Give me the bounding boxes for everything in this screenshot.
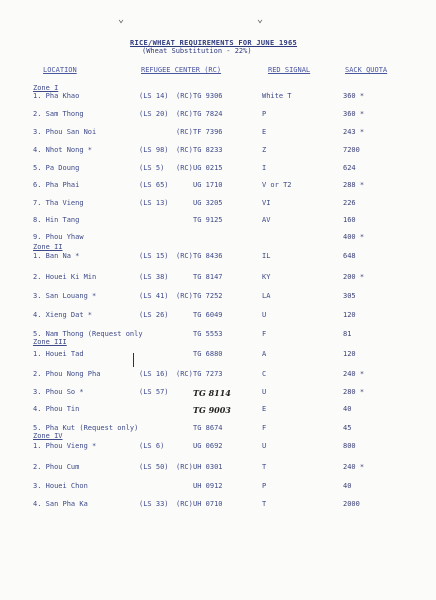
table-row — [0, 199, 436, 209]
cell-tg: TG 9003 — [193, 405, 231, 415]
cell-loc: 1. Ban Na * — [33, 252, 80, 260]
table-row — [0, 482, 436, 492]
table-row — [0, 370, 436, 380]
table-row — [0, 181, 436, 191]
cell-sig: F — [262, 424, 267, 432]
cell-quota: 624 — [343, 164, 356, 172]
cell-tg: TG 6049 — [193, 311, 223, 319]
cell-loc: 7. Tha Vieng — [33, 199, 84, 207]
cell-loc: 5. Pha Kut (Request only) — [33, 424, 139, 432]
cell-tg: UG 0692 — [193, 442, 223, 450]
cell-quota: 81 — [343, 330, 352, 338]
cell-loc: 3. San Louang * — [33, 292, 97, 300]
column-header-location: LOCATION — [43, 66, 77, 74]
table-row — [0, 233, 436, 243]
cell-loc: 4. Xieng Dat * — [33, 311, 93, 319]
cell-quota: 226 — [343, 199, 356, 207]
cell-quota: 160 — [343, 216, 356, 224]
cell-tg: TF 7396 — [193, 128, 223, 136]
cell-tg: UH 0912 — [193, 482, 223, 490]
column-header-quota: SACK QUOTA — [345, 66, 388, 74]
cell-ls: (LS 98) — [139, 146, 169, 154]
document-title: RICE/WHEAT REQUIREMENTS FOR JUNE 1965 — [130, 39, 298, 47]
cell-ls: (LS 15) — [139, 252, 169, 260]
cell-rc: (RC) — [176, 500, 193, 508]
cell-loc: 8. Hin Tang — [33, 216, 80, 224]
cell-quota: 360 * — [343, 92, 365, 100]
cell-quota: 2000 — [343, 500, 360, 508]
cell-loc: 2. Phou Cum — [33, 463, 80, 471]
cell-tg: TG 5553 — [193, 330, 223, 338]
cell-quota: 400 * — [343, 233, 365, 241]
cell-ls: (LS 6) — [139, 442, 165, 450]
cell-sig: U — [262, 442, 267, 450]
cell-tg: TG 9125 — [193, 216, 223, 224]
cell-quota: 648 — [343, 252, 356, 260]
cell-sig: LA — [262, 292, 271, 300]
paper-mark-left: ⌄ — [118, 14, 125, 25]
cell-rc: (RC) — [176, 370, 193, 378]
cell-tg: TG 8147 — [193, 273, 223, 281]
cell-ls: (LS 57) — [139, 388, 169, 396]
table-row — [0, 424, 436, 434]
cell-loc: 2. Sam Thong — [33, 110, 84, 118]
column-header-signal: RED SIGNAL — [268, 66, 311, 74]
cell-quota: 40 — [343, 405, 352, 413]
cell-loc: 2. Phou Nong Pha — [33, 370, 101, 378]
cell-tg: TG 7273 — [193, 370, 223, 378]
cell-loc: 2. Houei Ki Min — [33, 273, 97, 281]
cell-loc: 1. Houei Tad — [33, 350, 84, 358]
cell-rc: (RC) — [176, 164, 193, 172]
cell-ls: (LS 41) — [139, 292, 169, 300]
cell-loc: 4. Phou Tin — [33, 405, 80, 413]
cell-rc: (RC) — [176, 252, 193, 260]
cell-loc: 3. Phou San Noi — [33, 128, 97, 136]
cell-loc: 3. Phou So * — [33, 388, 84, 396]
cell-quota: 240 * — [343, 370, 365, 378]
cell-tg: TG 7824 — [193, 110, 223, 118]
cell-tg: UH 0301 — [193, 463, 223, 471]
table-row — [0, 92, 436, 102]
cell-quota: 40 — [343, 482, 352, 490]
cell-quota: 200 * — [343, 273, 365, 281]
cell-loc: 3. Houei Chon — [33, 482, 88, 490]
zone-heading: Zone IV — [33, 432, 63, 440]
cell-tg: TG 6880 — [193, 350, 223, 358]
table-row — [0, 463, 436, 473]
cell-tg: TG 8436 — [193, 252, 223, 260]
cell-quota: 800 — [343, 442, 356, 450]
cell-sig: A — [262, 350, 267, 358]
cell-ls: (LS 5) — [139, 164, 165, 172]
cell-sig: T — [262, 500, 267, 508]
cell-quota: 7200 — [343, 146, 360, 154]
cell-rc: (RC) — [176, 128, 193, 136]
cell-ls: (LS 26) — [139, 311, 169, 319]
table-row — [0, 216, 436, 226]
cell-ls: (LS 33) — [139, 500, 169, 508]
cell-loc: 5. Nam Thong (Request only — [33, 330, 143, 338]
cell-ls: (LS 65) — [139, 181, 169, 189]
column-header-center: REFUGEE CENTER (RC) — [141, 66, 222, 74]
cell-sig: U — [262, 311, 267, 319]
cell-loc: 1. Phou Vieng * — [33, 442, 97, 450]
cell-ls: (LS 20) — [139, 110, 169, 118]
ink-mark — [133, 353, 134, 367]
cell-sig: VI — [262, 199, 271, 207]
cell-quota: 305 — [343, 292, 356, 300]
cell-ls: (LS 16) — [139, 370, 169, 378]
cell-tg: UG 1710 — [193, 181, 223, 189]
cell-sig: P — [262, 482, 267, 490]
cell-tg: TG 8233 — [193, 146, 223, 154]
cell-loc: 9. Phou Yhaw — [33, 233, 84, 241]
cell-sig: T — [262, 463, 267, 471]
paper-mark-right: ⌄ — [257, 14, 264, 25]
cell-quota: 45 — [343, 424, 352, 432]
cell-sig: KY — [262, 273, 271, 281]
cell-tg: UG 3205 — [193, 199, 223, 207]
cell-quota: 360 * — [343, 110, 365, 118]
cell-rc: (RC) — [176, 463, 193, 471]
cell-loc: 1. Pha Khao — [33, 92, 80, 100]
zone-heading: Zone II — [33, 243, 63, 251]
table-row — [0, 128, 436, 138]
cell-tg: TG 8674 — [193, 424, 223, 432]
table-row — [0, 164, 436, 174]
cell-quota: 120 — [343, 350, 356, 358]
cell-loc: 6. Pha Phai — [33, 181, 80, 189]
cell-loc: 4. San Pha Ka — [33, 500, 88, 508]
cell-tg: UH 0710 — [193, 500, 223, 508]
cell-loc: 4. Nhot Nong * — [33, 146, 93, 154]
cell-sig: E — [262, 405, 267, 413]
cell-tg: TG 9306 — [193, 92, 223, 100]
cell-tg: UG 0215 — [193, 164, 223, 172]
cell-ls: (LS 38) — [139, 273, 169, 281]
cell-sig: White T — [262, 92, 292, 100]
cell-rc: (RC) — [176, 146, 193, 154]
cell-sig: AV — [262, 216, 271, 224]
document-subtitle: (Wheat Substitution - 22%) — [142, 47, 252, 55]
table-row — [0, 350, 436, 360]
cell-sig: C — [262, 370, 267, 378]
table-row — [0, 292, 436, 302]
cell-sig: Z — [262, 146, 267, 154]
table-row — [0, 311, 436, 321]
cell-tg: TG 8114 — [193, 388, 231, 398]
cell-ls: (LS 50) — [139, 463, 169, 471]
table-row — [0, 388, 436, 398]
table-row — [0, 146, 436, 156]
cell-loc: 5. Pa Doung — [33, 164, 80, 172]
zone-heading: Zone I — [33, 84, 59, 92]
cell-rc: (RC) — [176, 92, 193, 100]
cell-ls: (LS 13) — [139, 199, 169, 207]
cell-quota: 280 * — [343, 388, 365, 396]
cell-quota: 243 * — [343, 128, 365, 136]
table-row — [0, 110, 436, 120]
cell-sig: P — [262, 110, 267, 118]
cell-sig: IL — [262, 252, 271, 260]
cell-sig: I — [262, 164, 267, 172]
cell-ls: (LS 14) — [139, 92, 169, 100]
table-row — [0, 405, 436, 415]
cell-tg: TG 7252 — [193, 292, 223, 300]
table-row — [0, 500, 436, 510]
cell-sig: U — [262, 388, 267, 396]
cell-quota: 240 * — [343, 463, 365, 471]
cell-quota: 120 — [343, 311, 356, 319]
table-row — [0, 252, 436, 262]
cell-rc: (RC) — [176, 110, 193, 118]
table-row — [0, 273, 436, 283]
cell-rc: (RC) — [176, 292, 193, 300]
table-row — [0, 442, 436, 452]
cell-sig: E — [262, 128, 267, 136]
zone-heading: Zone III — [33, 338, 67, 346]
cell-quota: 288 * — [343, 181, 365, 189]
cell-sig: F — [262, 330, 267, 338]
cell-sig: V or T2 — [262, 181, 292, 189]
